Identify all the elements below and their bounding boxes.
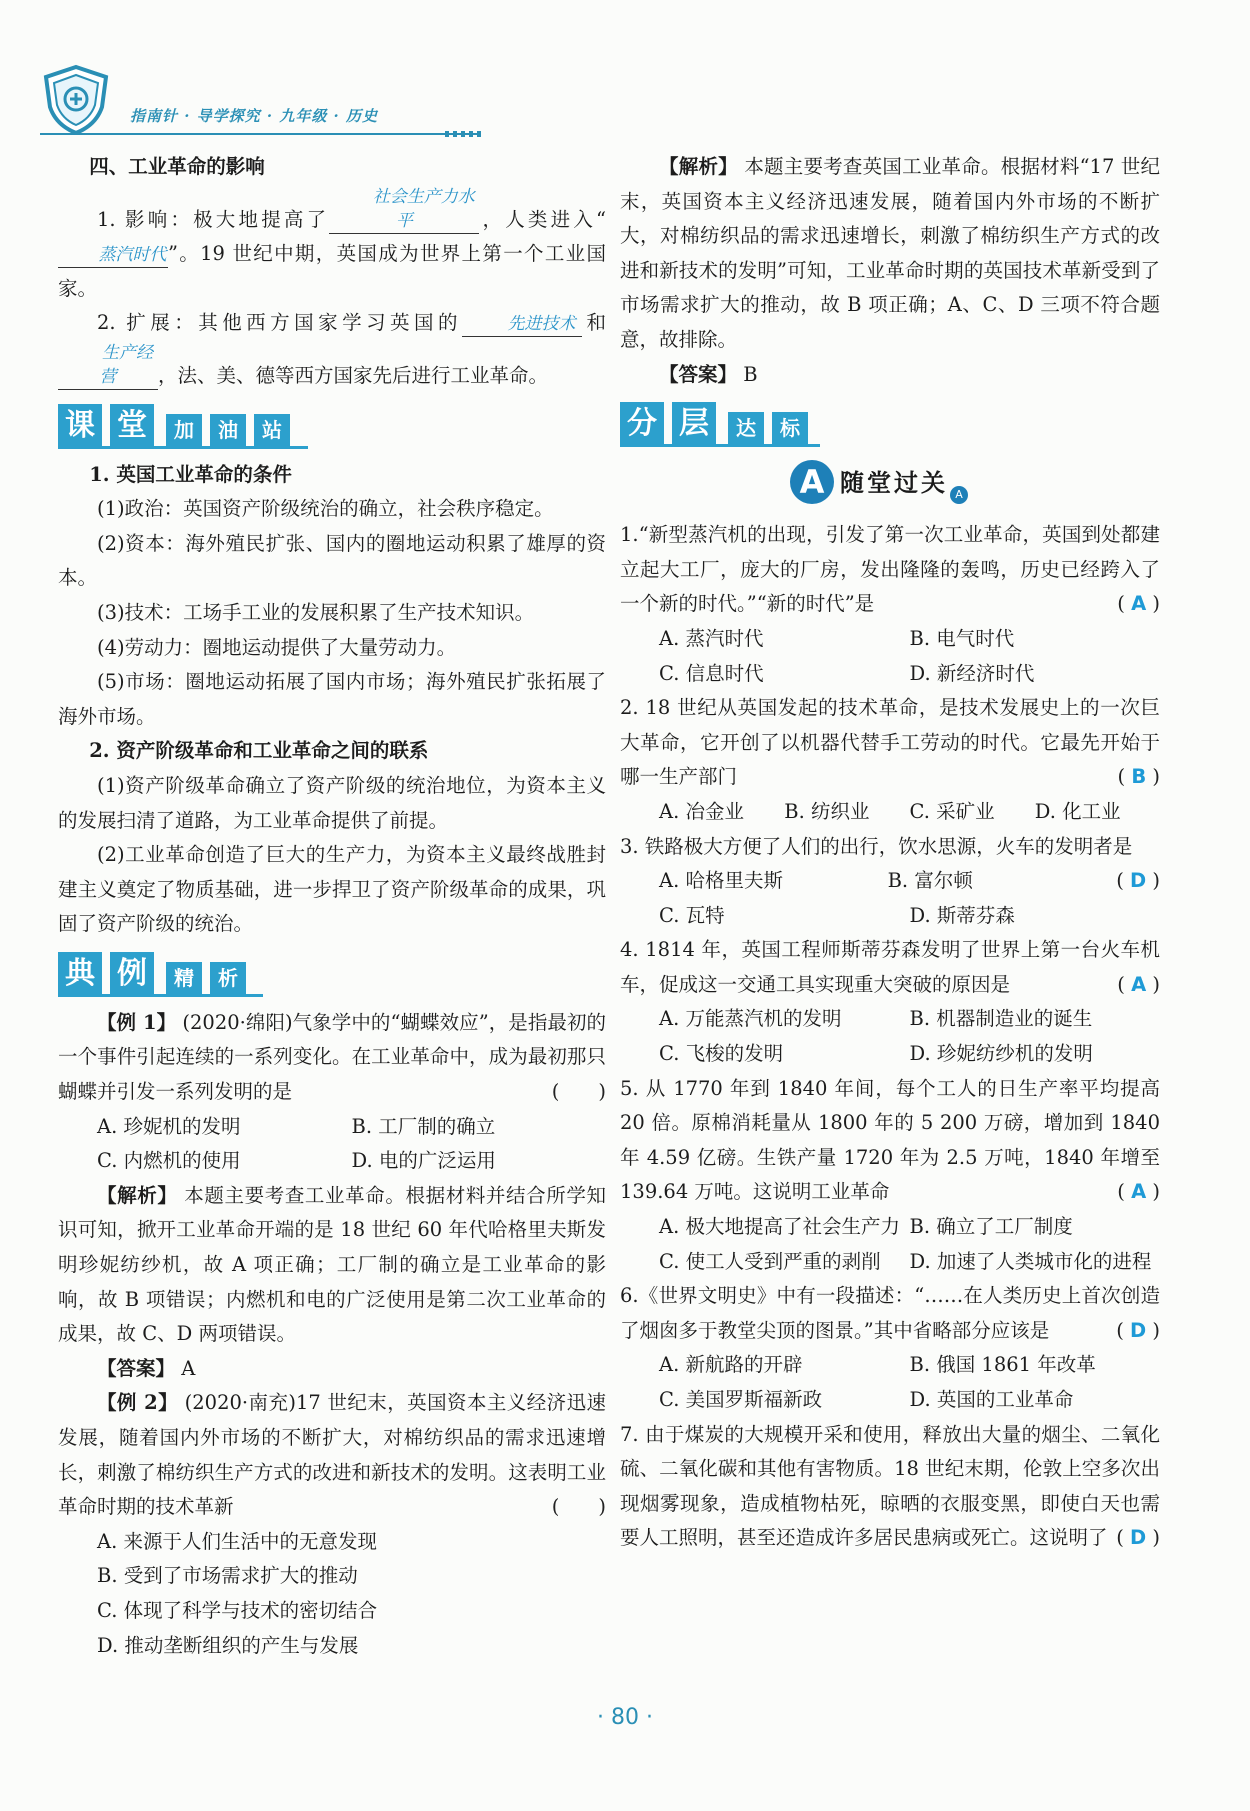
banner-char: 例	[110, 952, 154, 996]
right-column	[620, 150, 1160, 1556]
example-2-analysis	[620, 150, 1160, 358]
answer-paren: ( A )	[1117, 1180, 1160, 1204]
fill-blank: 生产经营	[58, 341, 158, 390]
header-divider-dots	[445, 131, 485, 137]
option: C. 内燃机的使用	[97, 1149, 241, 1173]
text-segment: 2. 扩展：其他西方国家学习英国的	[97, 311, 462, 335]
question-item	[620, 933, 1160, 1002]
option: C. 采矿业	[909, 799, 995, 823]
answer-label: 【答案】	[97, 1356, 176, 1380]
fill-blank: 先进技术	[462, 312, 582, 337]
options-row	[620, 1037, 1160, 1072]
text-segment: ，人类进入“	[479, 207, 606, 231]
option: D. 电的广泛运用	[351, 1149, 496, 1173]
analysis-text: 本题主要考查工业革命。根据材料并结合所学知识可知，掀开工业革命开端的是 18 世纪 60 年代哈格里夫斯发明珍妮纺纱机，故 A 项正确；工厂制的确立是工业革命的影响，故 B 项错误；内燃机和电的广泛使用是第二次工业革命的成果，故 C、D 两项错误。	[58, 1183, 606, 1346]
option: B. 受到了市场需求扩大的推动	[97, 1564, 358, 1588]
text-segment: 1. 影响：极大地提高了	[97, 207, 330, 231]
options-row	[620, 864, 1116, 899]
option: A. 极大地提高了社会生产力	[659, 1215, 900, 1239]
answer-value: A	[1131, 592, 1147, 616]
answer-paren: ( )	[551, 1495, 606, 1519]
level-letter-icon: A	[790, 460, 834, 504]
option: D. 新经济时代	[909, 661, 1035, 685]
question-stem: 2. 18 世纪从英国发起的技术革命，是技术发展史上的一次巨大革命，它开创了以机器代替手工劳动的时代。它最先开始于哪一生产部门	[620, 696, 1160, 789]
impact-paragraph	[58, 185, 606, 307]
banner-tiered-goals	[620, 398, 1160, 450]
answer-value: A	[1131, 972, 1147, 996]
option: A. 冶金业	[659, 799, 744, 823]
answer-paren: ( A )	[1117, 592, 1160, 616]
option: A. 新航路的开辟	[659, 1353, 803, 1377]
question-item	[620, 518, 1160, 622]
option: D. 推动垄断组织的产生与发展	[97, 1633, 359, 1657]
example-1	[58, 1006, 606, 1110]
option: A. 万能蒸汽机的发明	[659, 1007, 842, 1031]
option: A. 蒸汽时代	[659, 626, 764, 650]
option: A. 珍妮机的发明	[97, 1114, 241, 1138]
question-stem: 5. 从 1770 年到 1840 年间，每个工人的日生产率平均提高 20 倍。原棉消耗量从 1800 年的 5 200 万磅，增加到 1840 年 4.59 亿磅。生铁产量 1720 年为 2.5 万吨，1840 年增至 139.64 万吨。这说明工业革命	[620, 1076, 1160, 1204]
options-row	[58, 1110, 606, 1145]
list-item: (1)资产阶级革命确立了资产阶级的统治地位，为资本主义的发展扫清了道路，为工业革命提供了前提。	[58, 773, 606, 832]
analysis-text: 本题主要考查英国工业革命。根据材料“17 世纪末，英国资本主义经济迅速发展，随着国内外市场的不断扩大，对棉纺织品的需求迅速增长，刺激了棉纺织生产方式的改进和新技术的发明”可知，工业革命时期的英国技术革新受到了市场需求扩大的推动，故 B 项正确；A、C、D 三项不符合题意，故排除。	[620, 155, 1160, 351]
banner-underline	[58, 446, 308, 449]
answer-value: B	[1131, 765, 1147, 789]
option: B. 确立了工厂制度	[909, 1215, 1073, 1239]
option: B. 电气时代	[909, 626, 1015, 650]
example-2	[58, 1386, 606, 1524]
answer-value: A	[1131, 1180, 1147, 1204]
page-header	[40, 55, 1210, 140]
example-stem: (2020·南充)17 世纪末，英国资本主义经济迅速发展，随着国内外市场的不断扩大，对棉纺织品的需求迅速增长，刺激了棉纺织生产方式的改进和新技术的发明。这表明工业革命时期的技术革新	[58, 1391, 607, 1519]
answer-label: 【答案】	[659, 362, 738, 386]
list-item: (3)技术：工场手工业的发展积累了生产技术知识。	[97, 600, 535, 624]
analysis-label: 【解析】	[97, 1183, 178, 1207]
options-row	[620, 1210, 1160, 1245]
text-segment: ”。19 世纪中期，英国成为世界上第一个工业国家。	[58, 242, 606, 300]
option: D. 加速了人类城市化的进程	[909, 1249, 1152, 1273]
example-2-answer	[620, 358, 1160, 393]
list-item: (1)政治：英国资产阶级统治的确立，社会秩序稳定。	[97, 497, 554, 521]
banner-char: 堂	[110, 404, 154, 448]
answer-value: D	[1130, 1526, 1147, 1550]
subsection-title: 2. 资产阶级革命和工业革命之间的联系	[89, 739, 429, 763]
option: C. 飞梭的发明	[659, 1042, 784, 1066]
question-stem: 6.《世界文明史》中有一段描述：“……在人类历史上首次创造了烟囱多于教堂尖顶的图景。”其中省略部分应该是	[620, 1284, 1160, 1342]
banner-char: 析	[210, 962, 246, 994]
level-title: 随堂过关	[840, 469, 948, 498]
banner-char: 站	[254, 414, 290, 446]
question-item	[620, 1418, 1160, 1556]
banner-char: 典	[58, 952, 102, 996]
example-1-analysis	[58, 1179, 606, 1352]
option: D. 英国的工业革命	[909, 1388, 1074, 1411]
banner-char: 层	[672, 402, 716, 446]
option: B. 富尔顿	[887, 869, 973, 893]
example-stem: (2020·绵阳)气象学中的“蝴蝶效应”，是指最初的一个事件引起连续的一系列变化。在工业革命中，成为最初那只蝴蝶并引发一系列发明的是	[58, 1010, 607, 1104]
header-series-title: 指南针 · 导学探究 · 九年级 · 历史	[130, 107, 379, 125]
level-mini-icon: A	[950, 486, 968, 504]
school-shield-logo-icon	[40, 63, 112, 135]
option: D. 斯蒂芬森	[909, 903, 1015, 927]
question-stem: 1.“新型蒸汽机的出现，引发了第一次工业革命，英国到处都建立起大工厂，庞大的厂房，发出隆隆的轰鸣，历史已经跨入了一个新的时代。”“新的时代”是	[620, 523, 1160, 616]
banner-char: 达	[728, 412, 764, 444]
options-row	[620, 1348, 1160, 1383]
banner-char: 标	[772, 412, 808, 444]
options-row	[620, 1002, 1160, 1037]
question-stem: 3. 铁路极大方便了人们的出行，饮水思源，火车的发明者是	[620, 834, 1133, 858]
option: C. 体现了科学与技术的密切结合	[97, 1598, 378, 1622]
level-a-badge	[620, 456, 1160, 512]
banner-classroom-boost	[58, 400, 606, 452]
options-row	[620, 795, 1160, 830]
answer-paren: ( D )	[1116, 1526, 1160, 1550]
expansion-paragraph	[58, 306, 606, 393]
list-item: (4)劳动力：圈地运动提供了大量劳动力。	[97, 635, 457, 659]
question-item	[620, 691, 1160, 795]
example-1-answer	[58, 1352, 606, 1387]
options-row	[620, 1245, 1160, 1280]
question-stem: 4. 1814 年，英国工程师斯蒂芬森发明了世界上第一台火车机车，促成这一交通工具实现重大突破的原因是	[620, 938, 1160, 996]
left-column	[58, 150, 606, 1663]
example-label: 【例 1】	[97, 1010, 177, 1034]
banner-char: 加	[166, 414, 202, 446]
option: A. 来源于人们生活中的无意发现	[97, 1529, 377, 1553]
option: B. 工厂制的确立	[351, 1114, 496, 1138]
page-number: · 80 ·	[597, 1705, 653, 1730]
option: B. 俄国 1861 年改革	[909, 1353, 1096, 1377]
options-row	[620, 622, 1160, 657]
option: A. 哈格里夫斯	[659, 869, 783, 893]
answer-paren: ( A )	[1117, 972, 1160, 996]
answer-paren: ( )	[551, 1080, 606, 1104]
option: C. 美国罗斯福新政	[659, 1388, 823, 1411]
list-item: (2)工业革命创造了巨大的生产力，为资本主义最终战胜封建主义奠定了物质基础，进一步捍卫了资产阶级革命的成果，巩固了资产阶级的统治。	[58, 843, 606, 936]
banner-typical-examples	[58, 948, 606, 1000]
banner-char: 精	[166, 962, 202, 994]
subsection-title: 1. 英国工业革命的条件	[89, 462, 292, 486]
answer-paren: ( D )	[1116, 869, 1160, 893]
banner-char: 分	[620, 402, 664, 446]
option: D. 化工业	[1034, 799, 1121, 823]
banner-underline	[620, 444, 820, 447]
answer-paren: ( D )	[1116, 1318, 1160, 1342]
fill-blank: 社会生产力水平	[329, 185, 479, 234]
answer-value: D	[1130, 1318, 1147, 1342]
list-item: (5)市场：圈地运动拓展了国内市场；海外殖民扩张拓展了海外市场。	[58, 670, 606, 728]
answer-paren: ( B )	[1117, 765, 1160, 789]
option: C. 信息时代	[659, 661, 764, 685]
option: B. 机器制造业的诞生	[909, 1007, 1093, 1031]
text-segment: ，法、美、德等西方国家先后进行工业革命。	[158, 363, 549, 387]
list-item: (2)资本：海外殖民扩张、国内的圈地运动积累了雄厚的资本。	[58, 531, 606, 590]
options-row	[620, 1383, 1160, 1418]
question-item	[620, 1072, 1160, 1210]
analysis-label: 【解析】	[659, 155, 738, 178]
text-segment: 和	[582, 311, 606, 335]
question-stem: 7. 由于煤炭的大规模开采和使用，释放出大量的烟尘、二氧化硫、二氧化碳和其他有害物质。18 世纪末期，伦敦上空多次出现烟雾现象，造成植物枯死，晾晒的衣服变黑，即使白天也需要人工照明，甚至还造成许多居民患病或死亡。这说明了	[620, 1422, 1160, 1550]
banner-underline	[58, 994, 263, 997]
answer-value: B	[743, 362, 758, 386]
options-row	[58, 1144, 606, 1179]
section-title: 四、工业革命的影响	[89, 155, 265, 178]
answer-value: A	[181, 1356, 196, 1380]
banner-char: 油	[210, 414, 246, 446]
example-label: 【例 2】	[97, 1391, 179, 1415]
option: B. 纺织业	[784, 799, 870, 823]
answer-value: D	[1130, 869, 1147, 893]
fill-blank: 蒸汽时代	[58, 243, 168, 268]
options-row	[620, 657, 1160, 692]
question-list	[620, 518, 1160, 1556]
option: C. 使工人受到严重的剥削	[659, 1249, 881, 1273]
options-row	[620, 899, 1160, 934]
option: C. 瓦特	[659, 903, 725, 927]
header-divider	[40, 133, 480, 135]
question-item	[620, 1279, 1160, 1348]
banner-char: 课	[58, 404, 102, 448]
option: D. 珍妮纺纱机的发明	[909, 1042, 1093, 1066]
